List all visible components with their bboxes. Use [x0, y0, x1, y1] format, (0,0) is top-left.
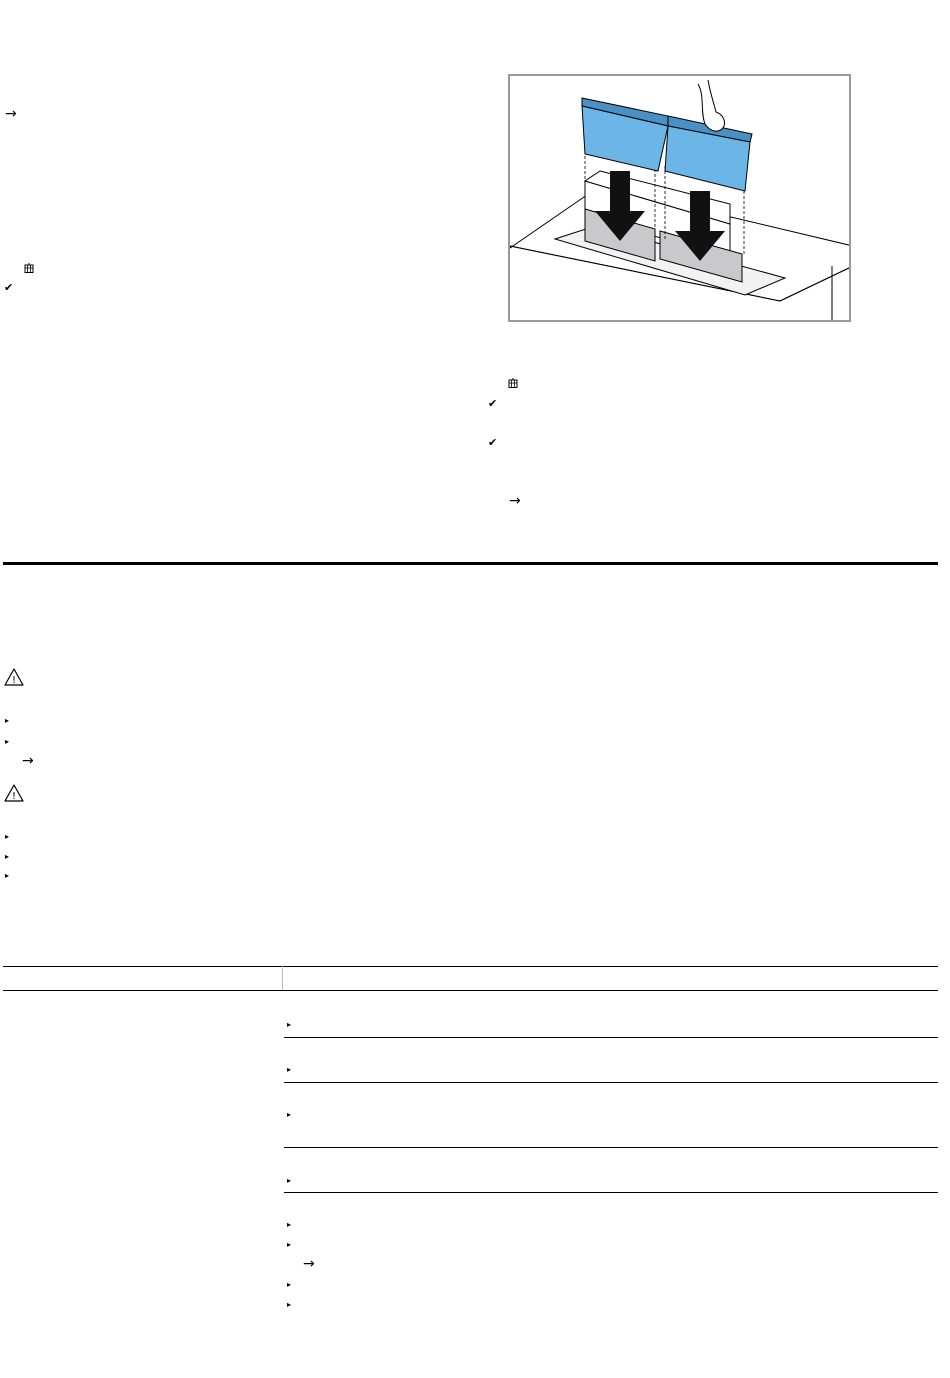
table-row-rule	[284, 1082, 938, 1083]
table-column-divider	[282, 966, 283, 990]
result-check-icon-2: ✔	[488, 397, 498, 410]
list-bullet: ▸	[5, 871, 10, 880]
warning-icon	[4, 667, 24, 687]
list-bullet: ▸	[5, 737, 10, 746]
result-check-icon-3: ✔	[488, 436, 498, 449]
warning-icon-2	[4, 783, 24, 803]
list-bullet: ▸	[5, 852, 10, 861]
table-row-rule	[284, 1037, 938, 1038]
table-bullet: ▸	[287, 1176, 292, 1185]
result-check-icon: ✔	[4, 281, 14, 294]
fat-filter-illustration	[508, 74, 851, 322]
cross-reference-arrow-icon-2: →	[509, 493, 521, 509]
cross-reference-arrow-icon-3: →	[22, 753, 34, 769]
table-header-rule	[3, 990, 938, 991]
svg-text:!: !	[11, 791, 17, 802]
table-row-rule	[284, 1192, 938, 1193]
dishwasher-safe-icon	[24, 263, 34, 273]
list-bullet: ▸	[5, 716, 10, 725]
table-top-rule	[3, 966, 938, 967]
table-bullet: ▸	[287, 1065, 292, 1074]
table-row-rule	[284, 1147, 938, 1148]
dishwasher-safe-icon-2	[508, 378, 518, 388]
table-bullet: ▸	[287, 1220, 292, 1229]
table-bullet: ▸	[287, 1020, 292, 1029]
table-bullet: ▸	[287, 1280, 292, 1289]
cross-reference-arrow-icon-4: →	[303, 1256, 315, 1272]
cross-reference-arrow-icon: →	[5, 106, 17, 122]
svg-text:!: !	[11, 675, 17, 686]
table-bullet: ▸	[287, 1240, 292, 1249]
list-bullet: ▸	[5, 832, 10, 841]
fat-filter-drawing	[510, 76, 851, 322]
table-bullet: ▸	[287, 1110, 292, 1119]
section-divider	[3, 562, 938, 565]
table-bullet: ▸	[287, 1300, 292, 1309]
